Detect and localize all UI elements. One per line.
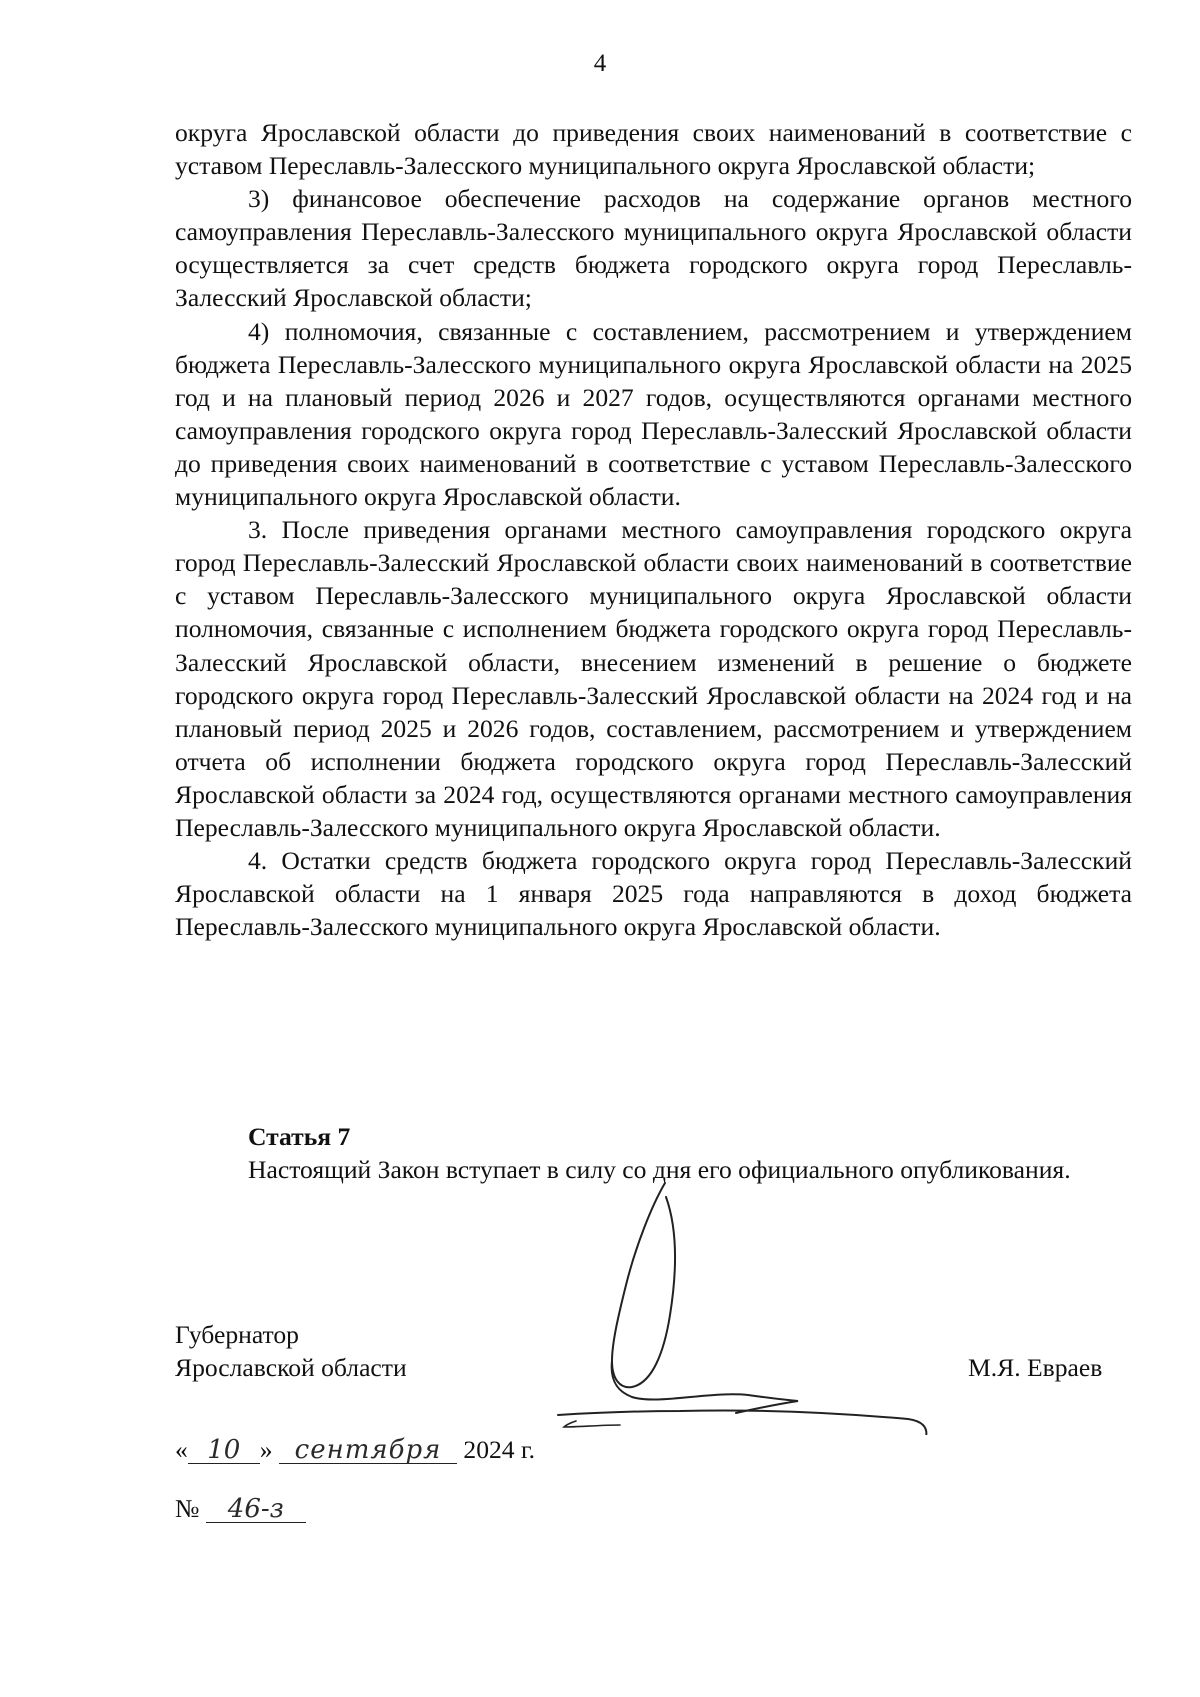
page-number: 4 [593,50,607,77]
document-body [175,116,1132,943]
handwritten-signature [540,1165,960,1435]
paragraph: 4. Остатки средств бюджета городского округа город Переславль-Залесский Ярославской области на 1 января 2025 года направляются в доход бюджета Переславль-Залесского муниципального округа Ярославской области. [175,846,1132,942]
signatory-title [175,1318,407,1384]
article-title: Статья 7 [248,1122,351,1151]
paragraph: 4) полномочия, связанные с составлением, рассмотрением и утверждением бюджета Переславль-Залесского муниципального округа Ярославской области на 2025 год и на плановый период 2026 и 2027 годов, осуществляются органами местного самоуправления городского округа город Переславль-Залесский Ярославской области до приведения своих наименований в соответствие с уставом Переславль-Залесского муниципального округа Ярославской области. [175,316,1132,512]
date-day: 10 [188,1437,260,1464]
article-text: Настоящий Закон вступает в силу со дня его официального опубликования. [248,1155,1071,1185]
date-open-quote: « [175,1435,188,1464]
paragraph: 3. После приведения органами местного самоуправления городского округа город Переславль-Залесский Ярославской области своих наименований в соответствие с уставом Переславль-Залесского муниципального округа Ярославской области полномочия, связанные с исполнением бюджета городского округа город Переславль-Залесский Ярославской области, внесением изменений в решение о бюджете городского округа город Переславль-Залесский Ярославской области на 2024 год и на плановый период 2025 и 2026 годов, составлением, рассмотрением и утверждением отчета об исполнении бюджета городского округа город Переславль-Залесский Ярославской области за 2024 год, осуществляются органами местного самоуправления Переславль-Залесского муниципального округа Ярославской области. [175,515,1132,842]
signatory-region: Ярославской области [175,1353,407,1383]
law-number [175,1492,306,1525]
signing-date [175,1433,535,1466]
paragraph: округа Ярославской области до приведения своих наименований в соответствие с уставом Переславль-Залесского муниципального округа Ярославской области; [175,118,1132,181]
number-sign: № [175,1494,200,1523]
date-year: 2024 г. [463,1435,536,1464]
number-value: 46-з [206,1496,306,1523]
date-close-quote: » [259,1435,273,1464]
signatory-name: М.Я. Евраев [968,1353,1103,1382]
paragraph: 3) финансовое обеспечение расходов на содержание органов местного самоуправления Переславль-Залесского муниципального округа Ярославской области осуществляется за счет средств бюджета городского округа город Переславль-Залесский Ярославской области; [175,184,1132,313]
signatory-position: Губернатор [175,1320,299,1349]
date-month: сентября [279,1437,457,1464]
